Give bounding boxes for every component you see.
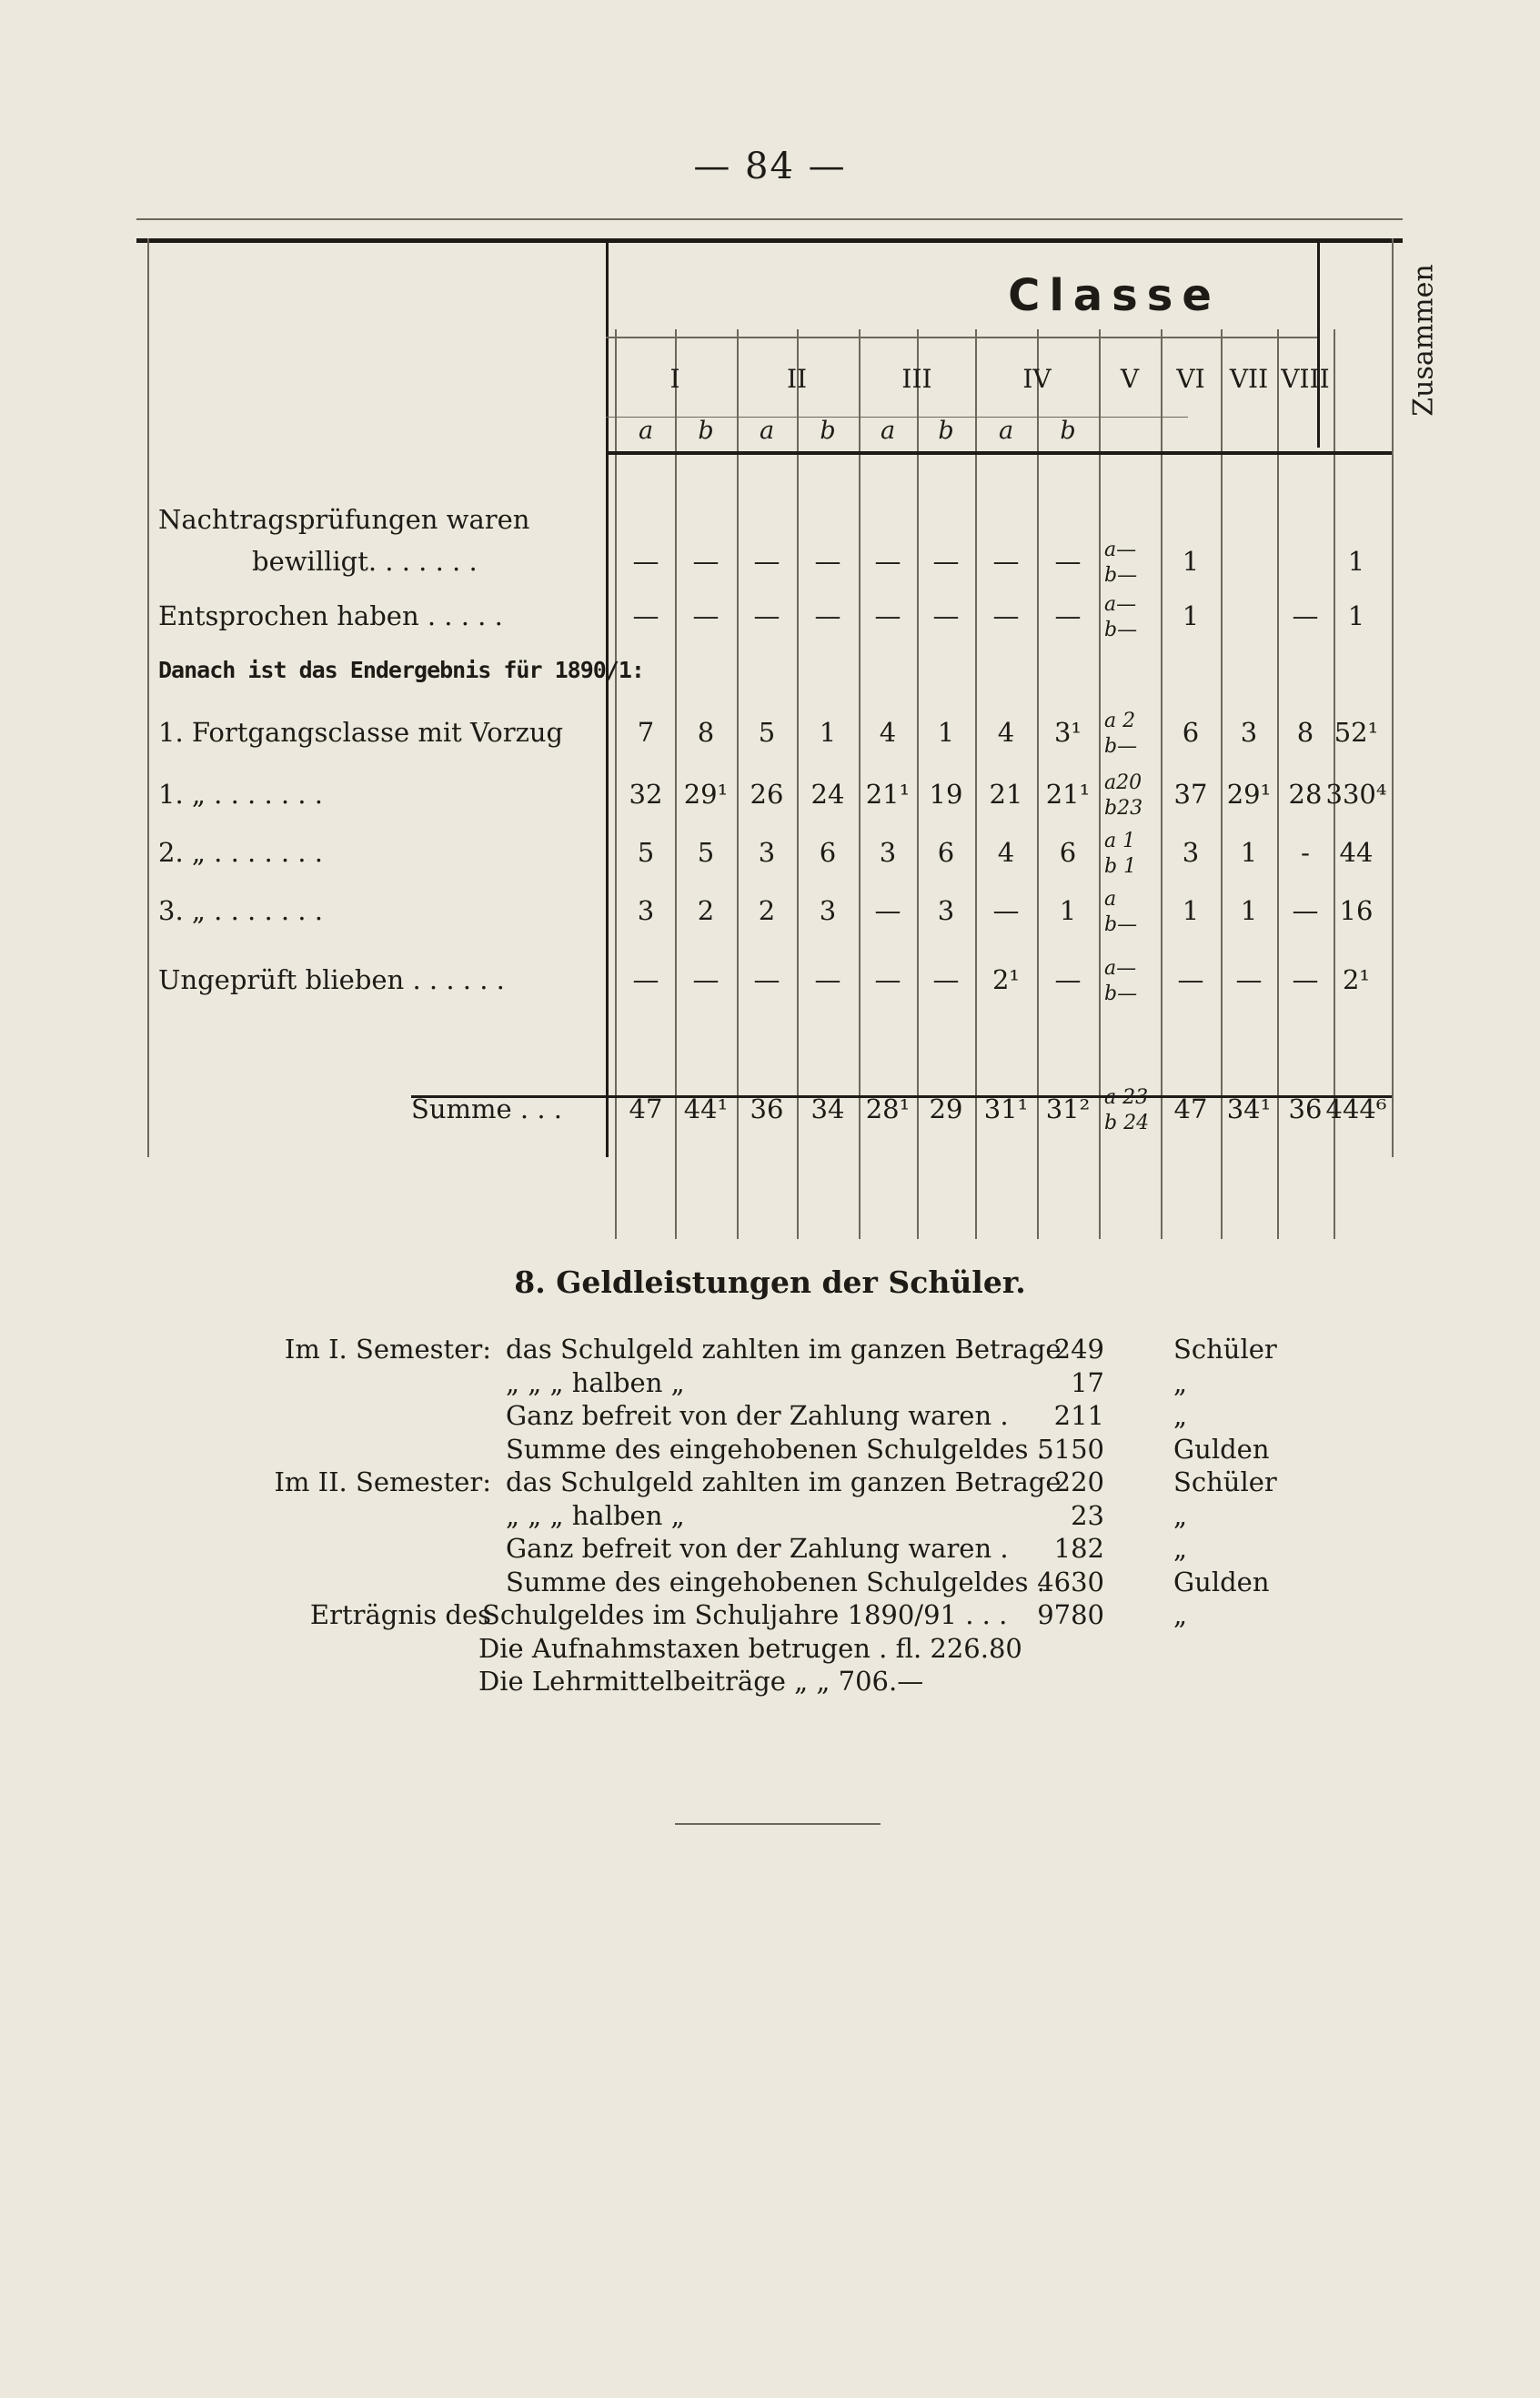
table-cell: 31² [1045,1093,1091,1124]
v-sub-cell: a [1104,888,1117,911]
fee-unit: Schüler [1173,1334,1277,1365]
zusammen-header: Zusammen [1407,264,1440,417]
table-cell: 1 [937,717,955,748]
fee-number: 211 [1053,1400,1104,1431]
fee-left: Erträgnis des [309,1599,491,1630]
table-cell: 3¹ [1053,717,1082,748]
fee-unit: „ [1173,1366,1188,1398]
vi-cell: 6 [1182,717,1200,748]
v-sub-cell: b 1 [1104,855,1137,878]
v-sub-cell: b— [1104,913,1138,936]
table-cell: — [992,546,1020,577]
fee-middle: Summe des eingehobenen Schulgeldes . [506,1433,1045,1465]
total-column-rule [1317,238,1320,448]
end-divider [675,1823,881,1825]
total-cell: 1 [1347,600,1365,631]
table-cell: 21¹ [1045,779,1091,810]
table-cell: — [1054,546,1082,577]
class-header-i: I [669,364,680,394]
table-cell: — [753,546,780,577]
table-cell: — [932,964,960,995]
column-rule [1099,329,1101,1239]
viii-cell: 8 [1296,717,1314,748]
table-cell: 1 [1059,895,1077,926]
table-cell: — [874,895,901,926]
table-cell: 31¹ [983,1093,1029,1124]
table-cell: 29 [929,1093,963,1124]
table-cell: — [632,600,659,631]
vii-cell: 29¹ [1226,779,1272,810]
row-label: Ungeprüft blieben . . . . . . [158,964,505,995]
total-cell: 2¹ [1342,964,1371,995]
table-cell: 5 [697,837,715,868]
right-edge-rule [1392,238,1394,1157]
fee-number: 182 [1053,1533,1104,1564]
vi-cell: 37 [1173,779,1208,810]
table-cell: — [814,600,841,631]
row-label: 1. „ . . . . . . . [158,779,323,810]
vii-cell: 3 [1240,717,1258,748]
v-sub-cell: a— [1104,593,1137,616]
class-header-iv: IV [1022,364,1052,394]
table-cell: — [692,964,720,995]
table-cell: 8 [697,717,715,748]
row-label: Entsprochen haben . . . . . [158,600,503,631]
table-cell: — [632,964,659,995]
vi-cell: — [1177,964,1204,995]
fee-number: 5150 [1037,1433,1104,1465]
class-header-viii: VIII [1281,364,1330,394]
table-cell: 3 [637,895,655,926]
row-label: Nachtragsprüfungen waren [158,504,530,535]
table-cell: 34 [810,1093,845,1124]
table-cell: 6 [819,837,837,868]
class-header-vii: VII [1229,364,1269,394]
vi-cell: 1 [1182,600,1200,631]
table-cell: 21 [989,779,1023,810]
total-cell: 52¹ [1334,717,1379,748]
table-cell: — [992,895,1020,926]
v-sub-cell: a 2 [1104,710,1136,732]
header-bottom-rule [606,451,1392,455]
vii-cell: 1 [1240,837,1258,868]
table-cell: 32 [629,779,663,810]
table-cell: — [753,964,780,995]
table-cell: 2 [758,895,776,926]
table-cell: 6 [1059,837,1077,868]
class-sub-header: b [938,417,954,445]
viii-cell: 36 [1288,1093,1323,1124]
fee-unit: „ [1173,1533,1188,1564]
table-cell: — [692,546,720,577]
table-cell: — [632,546,659,577]
table-cell: 5 [758,717,776,748]
class-header-v: V [1120,364,1140,394]
table-cell: 3 [937,895,955,926]
fee-middle: Die Aufnahmstaxen betrugen . fl. 226.80 [478,1632,1022,1664]
total-cell: 330⁴ [1325,779,1387,810]
fee-middle: das Schulgeld zahlten im ganzen Betrage [506,1334,1062,1365]
fee-number: 9780 [1037,1599,1104,1630]
fee-middle: „ „ „ halben „ [506,1499,685,1531]
header-sub-rule [606,337,1317,338]
section-title: 8. Geldleistungen der Schüler. [514,1264,1026,1300]
class-sub-header: a [759,417,775,445]
table-cell: 26 [750,779,784,810]
fee-middle: Die Lehrmittelbeiträge „ „ 706.— [478,1666,924,1697]
row-label: 3. „ . . . . . . . [158,895,323,926]
table-cell: 3 [819,895,837,926]
table-cell: — [814,546,841,577]
v-sub-cell: b23 [1104,797,1143,820]
fee-unit: „ [1173,1400,1188,1431]
row-label: Danach ist das Endergebnis für 1890/1: [158,657,644,683]
class-sub-header: a [880,417,896,445]
fee-number: 17 [1071,1366,1104,1398]
viii-cell: — [1292,964,1319,995]
v-sub-cell: a— [1104,539,1137,561]
total-cell: 44 [1339,837,1374,868]
v-sub-cell: a— [1104,957,1137,980]
viii-cell: - [1301,837,1310,868]
class-header-vi: VI [1176,364,1205,394]
class-sub-header: b [698,417,714,445]
fee-number: 4630 [1037,1566,1104,1597]
table-cell: — [992,600,1020,631]
table-cell: 2¹ [991,964,1021,995]
row-label: Summe . . . [411,1093,563,1124]
table-cell: — [692,600,720,631]
table-cell: 7 [637,717,655,748]
row-label-cont: bewilligt. . . . . . . [252,546,478,577]
table-cell: — [1054,964,1082,995]
total-cell: 444⁶ [1325,1093,1387,1124]
top-rule-thin [136,218,1403,220]
row-label: 2. „ . . . . . . . [158,837,323,868]
table-cell: 47 [629,1093,663,1124]
table-cell: 4 [997,717,1015,748]
table-cell: 36 [750,1093,784,1124]
v-sub-cell: b— [1104,619,1138,641]
table-cell: 24 [810,779,845,810]
class-sub-header: a [638,417,654,445]
fee-number: 220 [1053,1466,1104,1497]
table-cell: 6 [937,837,955,868]
viii-cell: 28 [1288,779,1323,810]
vii-cell: — [1235,964,1263,995]
table-cell: 44¹ [683,1093,729,1124]
class-sub-header: a [998,417,1014,445]
table-cell: — [1054,600,1082,631]
v-sub-cell: a 1 [1104,830,1136,852]
table-cell: 5 [637,837,655,868]
class-sub-header: b [1060,417,1076,445]
fee-unit: Gulden [1173,1433,1270,1465]
table-cell: — [932,600,960,631]
table-cell: 3 [879,837,897,868]
fee-middle: Summe des eingehobenen Schulgeldes . [506,1566,1045,1597]
vi-cell: 3 [1182,837,1200,868]
table-cell: — [932,546,960,577]
top-rule [136,238,1403,243]
row-label: 1. Fortgangsclasse mit Vorzug [158,717,564,748]
fee-unit: Gulden [1173,1566,1270,1597]
fee-number: 249 [1053,1334,1104,1365]
fee-unit: „ [1173,1599,1188,1630]
vii-cell: 34¹ [1226,1093,1272,1124]
label-column-rule [606,238,609,1157]
vii-cell: 1 [1240,895,1258,926]
v-sub-cell: b— [1104,735,1138,758]
vi-cell: 1 [1182,546,1200,577]
classe-header: Classe [1008,270,1221,321]
fee-middle: das Schulgeld zahlten im ganzen Betrage [506,1466,1062,1497]
table-cell: 3 [758,837,776,868]
fee-unit: Schüler [1173,1466,1277,1497]
table-cell: — [814,964,841,995]
table-cell: 29¹ [683,779,729,810]
table-cell: 19 [929,779,963,810]
left-edge-rule [147,238,149,1157]
table-cell: — [753,600,780,631]
vi-cell: 1 [1182,895,1200,926]
vi-cell: 47 [1173,1093,1208,1124]
fee-left: Im II. Semester: [274,1466,491,1497]
v-sub-cell: a 23 [1104,1086,1149,1109]
class-sub-header: b [820,417,836,445]
v-sub-cell: b— [1104,982,1138,1005]
fee-middle: Ganz befreit von der Zahlung waren . [506,1533,1009,1564]
table-cell: — [874,546,901,577]
v-sub-cell: b 24 [1104,1112,1150,1134]
table-cell: 28¹ [865,1093,911,1124]
table-cell: 4 [879,717,897,748]
page-number: — 84 — [693,146,847,187]
v-sub-cell: b— [1104,564,1138,587]
class-header-iii: III [901,364,932,394]
table-cell: 2 [697,895,715,926]
fee-middle: Ganz befreit von der Zahlung waren . [506,1400,1009,1431]
table-cell: — [874,964,901,995]
table-cell: 1 [819,717,837,748]
total-cell: 1 [1347,546,1365,577]
table-cell: — [874,600,901,631]
table-cell: 4 [997,837,1015,868]
fee-number: 23 [1071,1499,1104,1531]
viii-cell: — [1292,895,1319,926]
v-sub-cell: a20 [1104,771,1142,794]
fee-unit: „ [1173,1499,1188,1531]
fee-middle: „ „ „ halben „ [506,1366,685,1398]
total-cell: 16 [1339,895,1374,926]
table-cell: 21¹ [865,779,911,810]
viii-cell: — [1292,600,1319,631]
class-header-ii: II [786,364,808,394]
fee-middle: Schulgeldes im Schuljahre 1890/91 . . . [482,1599,1008,1630]
fee-left: Im I. Semester: [284,1334,491,1365]
